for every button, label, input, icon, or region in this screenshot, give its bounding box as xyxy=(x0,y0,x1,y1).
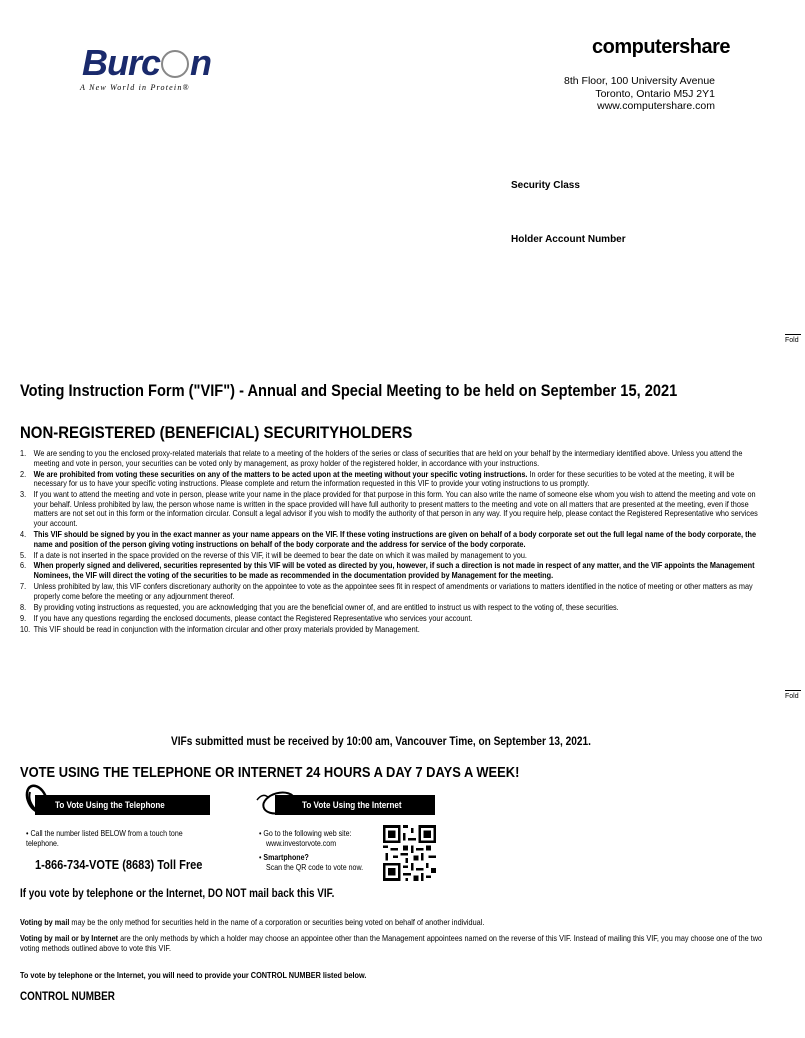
list-item: 9. If you have any questions regarding the enclosed documents, please contact the Registered Representative who services your account. xyxy=(20,612,473,623)
website-link[interactable]: www.investorvote.com xyxy=(266,839,337,848)
holder-account-label: Holder Account Number xyxy=(511,234,626,245)
telephone-number: 1-866-734-VOTE (8683) Toll Free xyxy=(35,857,203,872)
mail-warning: If you vote by telephone or the Internet, DO NOT mail back this VIF. xyxy=(20,888,335,900)
fold-mark: Fold xyxy=(785,337,799,344)
list-item: 10. This VIF should be read in conjunction with the information circular and other proxy materials provided by Management. xyxy=(20,623,420,634)
deadline-notice: VIFs submitted must be received by 10:00 am, Vancouver Time, on September 13, 2021. xyxy=(171,736,591,748)
list-item: 4. This VIF should be signed by you in the exact manner as your name appears on the VIF. If these voting instructions are given on behalf of a body corporate set out the full legal name of the body corporate, the name and position of the person giving voting instructions on behalf of the body corporate and the address for service of the body corporate. xyxy=(20,528,757,549)
telephone-header: To Vote Using the Telephone xyxy=(35,795,210,815)
internet-instructions: • Go to the following web site: www.investorvote.com • Smartphone? Scan the QR code to vote now. xyxy=(259,829,382,873)
list-item: 3. If you want to attend the meeting and vote in person, please write your name in the place provided for that purpose in this form. You can also write the name of someone else whom you wish to attend the meeting and vote on your behalf. Unless prohibited by law, the person whose name is written in the space provided will have full authority to present matters to the meeting and vote on all matters that are presented at the meeting, even if those matters are not set out in this form or the information circular. Consult a legal advisor if you wish to modify the authority of that person in any way. If you require help, please contact the Registered Representative who services your account. xyxy=(20,489,758,528)
mail-paragraph-2: Voting by mail or by Internet are the only methods by which a holder may choose an appointee other than the Management appointees named on the reverse of this VIF. Instead of mailing this VIF, you may choose one of the two voting methods outlined above to vote this VIF. xyxy=(20,933,763,953)
burcon-logo: Burc n xyxy=(82,42,212,83)
list-item: 1. We are sending to you the enclosed proxy-related materials that relate to a meeting of the holders of the series or class of securities that are held on your behalf by the intermediary identified above. Unless you attend the meeting and vote in person, your securities can be voted only by management, as proxy holder of the registered holder, in accordance with your instructions. xyxy=(20,448,743,468)
form-subtitle: NON-REGISTERED (BENEFICIAL) SECURITYHOLDERS xyxy=(20,423,413,442)
telephone-instruction: • Call the number listed BELOW from a touch tone telephone. xyxy=(26,829,183,848)
list-item: 2. We are prohibited from voting these securities on any of the matters to be acted upon at the meeting without your specific voting instructions. In order for these securities to be voted at the meeting, it will be necessary for us to have your specific voting instructions. Please complete and return the information requested in this VIF to provide your voting instructions to us promptly. xyxy=(20,468,735,489)
globe-icon xyxy=(161,50,189,78)
list-item: 8. By providing voting instructions as requested, you are acknowledging that you are the beneficial owner of, and are entitled to instruct us with respect to the voting of, these securities. xyxy=(20,601,619,612)
computershare-logo: computershare xyxy=(592,36,730,58)
form-title: Voting Instruction Form ("VIF") - Annual and Special Meeting to be held on September 15, 2021 xyxy=(20,381,678,400)
mail-paragraph-1: Voting by mail may be the only method for securities held in the name of a corporation or securities being voted on behalf of another individual. xyxy=(20,917,485,927)
internet-header: To Vote Using the Internet xyxy=(275,795,435,815)
list-item: 5. If a date is not inserted in the space provided on the reverse of this VIF, it will be deemed to bear the date on which it was mailed by management to you. xyxy=(20,549,527,560)
control-number-label: CONTROL NUMBER xyxy=(20,991,115,1003)
burcon-tagline: A New World in Protein® xyxy=(80,83,190,92)
fold-mark: Fold xyxy=(785,693,799,700)
list-item: 6. When properly signed and delivered, securities represented by this VIF will be voted as directed by you, however, if such a direction is not made in respect of any matter, and the VIF appoints the Management Nominees, the VIF will direct the voting of the securities to be made as recommended in the documentation provided by Management for the meeting. xyxy=(20,560,755,581)
instructions-list xyxy=(20,449,768,636)
qr-code[interactable] xyxy=(383,825,436,881)
list-item: 7. Unless prohibited by law, this VIF confers discretionary authority on the appointee to vote as the appointee sees fit in respect of amendments or variations to matters identified in the notice of meeting or other matters as may properly come before the meeting or any adjournment thereof. xyxy=(20,581,753,601)
security-class-label: Security Class xyxy=(511,180,580,191)
computershare-address: 8th Floor, 100 University Avenue Toronto, Ontario M5J 2Y1 www.computershare.com xyxy=(564,75,715,112)
control-note: To vote by telephone or the Internet, you will need to provide your CONTROL NUMBER listed below. xyxy=(20,970,367,980)
vote-heading: VOTE USING THE TELEPHONE OR INTERNET 24 HOURS A DAY 7 DAYS A WEEK! xyxy=(20,764,520,781)
